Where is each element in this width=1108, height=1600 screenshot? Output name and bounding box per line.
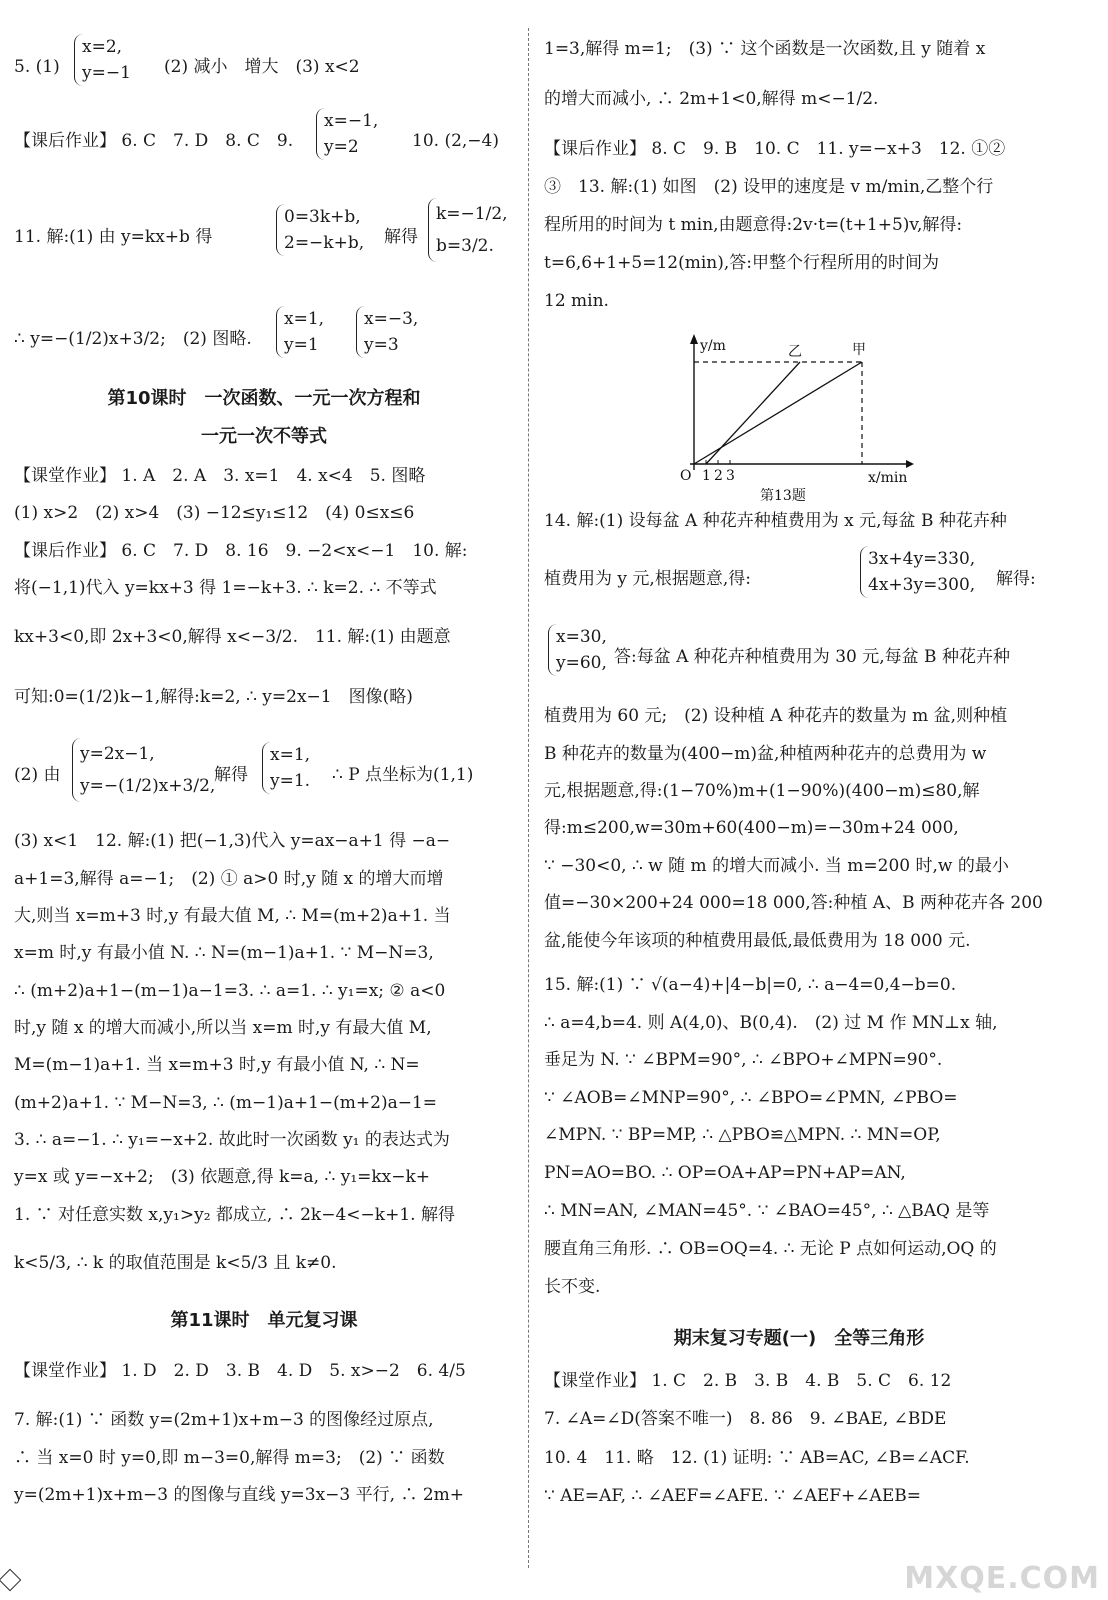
answer-line: ∴ 当 x=0 时 y=0,即 m−3=0,解得 m=3; (2) ∵ 函数 bbox=[14, 1448, 445, 1468]
answer-line: kx+3<0,即 2x+3<0,解得 x<−3/2. 11. 解:(1) 由题意 bbox=[14, 627, 451, 647]
answer-line: ∠MPN. ∵ BP=MP, ∴ △PBO≌△MPN. ∴ MN=OP, bbox=[544, 1125, 941, 1145]
answer-line: 解得 bbox=[214, 765, 248, 785]
answer-line: 【课后作业】 8. C 9. B 10. C 11. y=−x+3 12. ①② bbox=[544, 139, 1006, 159]
answer-line: 【课堂作业】 1. D 2. D 3. B 4. D 5. x>−2 6. 4/5 bbox=[14, 1361, 466, 1381]
watermark: MXQE.COM bbox=[904, 1561, 1100, 1596]
answer-line: 10. (2,−4) bbox=[412, 131, 499, 151]
section-heading: 一元一次不等式 bbox=[201, 426, 327, 447]
equation-row: 2=−k+b, bbox=[284, 233, 365, 253]
answer-line: B 种花卉的数量为(400−m)盆,种植两种花卉的总费用为 w bbox=[544, 744, 987, 764]
answer-line: (m+2)a+1. ∵ M−N=3, ∴ (m−1)a+1−(m+2)a−1= bbox=[14, 1093, 438, 1113]
figure-caption: 第13题 bbox=[760, 488, 806, 504]
answer-line: 【课堂作业】 1. C 2. B 3. B 4. B 5. C 6. 12 bbox=[544, 1371, 952, 1391]
x-axis-arrow-icon bbox=[906, 460, 914, 468]
answer-line: ∵ −30<0, ∴ w 随 m 的增大而减小. 当 m=200 时,w 的最小 bbox=[544, 856, 1009, 876]
answer-line: 12 min. bbox=[544, 291, 609, 311]
equation-row: x=1, bbox=[284, 309, 325, 329]
tick-label: 2 bbox=[714, 468, 723, 484]
answer-line: 值=−30×200+24 000=18 000,答:种植 A、B 两种花卉各 200 bbox=[544, 893, 1043, 913]
answer-line: 3. ∴ a=−1. ∴ y₁=−x+2. 故此时一次函数 y₁ 的表达式为 bbox=[14, 1130, 450, 1150]
equation-system bbox=[262, 742, 310, 794]
answer-line: (1) x>2 (2) x>4 (3) −12≤y₁≤12 (4) 0≤x≤6 bbox=[14, 503, 415, 523]
answer-line: t=6,6+1+5=12(min),答:甲整个行程所用的时间为 bbox=[544, 253, 940, 273]
y-axis-arrow-icon bbox=[690, 334, 698, 344]
answer-line: 【课后作业】 6. C 7. D 8. C 9. bbox=[14, 131, 294, 151]
equation-row: 3x+4y=330, bbox=[868, 549, 976, 569]
equation-system bbox=[276, 204, 364, 256]
tick-label: 3 bbox=[726, 468, 735, 484]
equation-row: x=−3, bbox=[364, 309, 419, 329]
answer-line: a+1=3,解得 a=−1; (2) ① a>0 时,y 随 x 的增大而增 bbox=[14, 869, 444, 889]
answer-line: 解得 bbox=[384, 227, 418, 247]
equation-row: y=60, bbox=[556, 653, 607, 673]
equation-row: 4x+3y=300, bbox=[868, 575, 976, 595]
line-label-jia: 甲 bbox=[852, 342, 866, 358]
equation-system bbox=[428, 198, 508, 262]
answer-line: 1. ∵ 对任意实数 x,y₁>y₂ 都成立, ∴ 2k−4<−k+1. 解得 bbox=[14, 1205, 455, 1225]
equation-system bbox=[356, 306, 418, 358]
answer-line: PN=AO=BO. ∴ OP=OA+AP=PN+AP=AN, bbox=[544, 1163, 906, 1183]
answer-line: (2) 由 bbox=[14, 765, 61, 785]
equation-row: k=−1/2, bbox=[436, 204, 508, 224]
answer-line: 盆,能使今年该项的种植费用最低,最低费用为 18 000 元. bbox=[544, 931, 971, 951]
origin-label: O bbox=[680, 468, 692, 484]
answer-line: 将(−1,1)代入 y=kx+3 得 1=−k+3. ∴ k=2. ∴ 不等式 bbox=[14, 578, 437, 598]
equation-system bbox=[548, 624, 607, 676]
answer-line: x=m 时,y 有最小值 N. ∴ N=(m−1)a+1. ∵ M−N=3, bbox=[14, 943, 434, 963]
answer-line: 【课后作业】 6. C 7. D 8. 16 9. −2<x<−1 10. 解: bbox=[14, 541, 468, 561]
answer-line: (2) 减小 增大 (3) x<2 bbox=[164, 57, 360, 77]
answer-line: ③ 13. 解:(1) 如图 (2) 设甲的速度是 v m/min,乙整个行 bbox=[544, 177, 994, 197]
answer-line: 7. ∠A=∠D(答案不唯一) 8. 86 9. ∠BAE, ∠BDE bbox=[544, 1409, 947, 1429]
equation-system bbox=[74, 34, 131, 86]
answer-line: 的增大而减小, ∴ 2m+1<0,解得 m<−1/2. bbox=[544, 89, 879, 109]
line-yi bbox=[706, 362, 800, 464]
y-axis-label: y/m bbox=[700, 338, 726, 354]
equation-row: y=1 bbox=[284, 335, 319, 355]
answer-line: y=(2m+1)x+m−3 的图像与直线 y=3x−3 平行, ∴ 2m+ bbox=[14, 1485, 465, 1505]
answer-line: M=(m−1)a+1. 当 x=m+3 时,y 有最小值 N, ∴ N= bbox=[14, 1055, 420, 1075]
answer-line: 答:每盆 A 种花卉种植费用为 30 元,每盆 B 种花卉种 bbox=[614, 647, 1010, 667]
equation-row: x=2, bbox=[82, 37, 123, 57]
line-jia bbox=[694, 362, 862, 464]
answer-line: 植费用为 60 元; (2) 设种植 A 种花卉的数量为 m 盆,则种植 bbox=[544, 706, 1008, 726]
answer-line: ∵ ∠AOB=∠MNP=90°, ∴ ∠BPO=∠PMN, ∠PBO= bbox=[544, 1088, 958, 1108]
equation-row: 0=3k+b, bbox=[284, 207, 361, 227]
answer-line: 15. 解:(1) ∵ √(a−4)+|4−b|=0, ∴ a−4=0,4−b=0. bbox=[544, 975, 957, 995]
equation-row: y=−1 bbox=[82, 63, 131, 83]
answer-line: 腰直角三角形. ∴ OB=OQ=4. ∴ 无论 P 点如何运动,OQ 的 bbox=[544, 1239, 997, 1259]
answer-line: 时,y 随 x 的增大而减小,所以当 x=m 时,y 有最大值 M, bbox=[14, 1018, 432, 1038]
equation-system bbox=[276, 306, 324, 358]
section-heading: 第10课时 一次函数、一元一次方程和 bbox=[107, 388, 421, 409]
answer-line: 元,根据题意,得:(1−70%)m+(1−90%)(400−m)≤80,解 bbox=[544, 781, 980, 801]
answer-line: 得:m≤200,w=30m+60(400−m)=−30m+24 000, bbox=[544, 818, 959, 838]
equation-row: x=1, bbox=[270, 745, 311, 765]
equation-row: b=3/2. bbox=[436, 236, 494, 256]
answer-line: 10. 4 11. 略 12. (1) 证明: ∵ AB=AC, ∠B=∠ACF. bbox=[544, 1448, 970, 1468]
equation-row: y=2 bbox=[324, 137, 359, 157]
section-heading: 第11课时 单元复习课 bbox=[170, 1310, 358, 1331]
answer-line: ∴ MN=AN, ∠MAN=45°. ∵ ∠BAO=45°, ∴ △BAQ 是等 bbox=[544, 1201, 990, 1221]
answer-line: k<5/3, ∴ k 的取值范围是 k<5/3 且 k≠0. bbox=[14, 1253, 337, 1273]
page-corner-mark bbox=[0, 1569, 21, 1592]
equation-row: y=3 bbox=[364, 335, 399, 355]
answer-line: 大,则当 x=m+3 时,y 有最大值 M, ∴ M=(m+2)a+1. 当 bbox=[14, 906, 451, 926]
section-heading: 期末复习专题(一) 全等三角形 bbox=[673, 1328, 925, 1349]
answer-line: ∴ P 点坐标为(1,1) bbox=[332, 765, 474, 785]
x-axis-label: x/min bbox=[868, 470, 908, 486]
answer-line: (3) x<1 12. 解:(1) 把(−1,3)代入 y=ax−a+1 得 −a− bbox=[14, 831, 451, 851]
answer-line: 14. 解:(1) 设每盆 A 种花卉种植费用为 x 元,每盆 B 种花卉种 bbox=[544, 511, 1007, 531]
equation-system bbox=[72, 738, 215, 802]
problem-13-graph bbox=[668, 330, 928, 506]
answer-line: ∴ y=−(1/2)x+3/2; (2) 图略. bbox=[14, 329, 252, 349]
answer-line: ∵ AE=AF, ∴ ∠AEF=∠AFE. ∵ ∠AEF+∠AEB= bbox=[544, 1486, 921, 1506]
answer-line: 7. 解:(1) ∵ 函数 y=(2m+1)x+m−3 的图像经过原点, bbox=[14, 1410, 434, 1430]
answer-line: 可知:0=(1/2)k−1,解得:k=2, ∴ y=2x−1 图像(略) bbox=[14, 687, 413, 707]
answer-line: 5. (1) bbox=[14, 57, 60, 77]
answer-line: ∴ a=4,b=4. 则 A(4,0)、B(0,4). (2) 过 M 作 MN⊥x 轴, bbox=[544, 1013, 998, 1033]
equation-row: x=30, bbox=[556, 627, 607, 647]
tick-label: 1 bbox=[702, 468, 711, 484]
answer-line: 植费用为 y 元,根据题意,得: bbox=[544, 569, 751, 589]
equation-row: y=−(1/2)x+3/2, bbox=[80, 776, 216, 796]
answer-line: 程所用的时间为 t min,由题意得:2v·t=(t+1+5)v,解得: bbox=[544, 215, 963, 235]
answer-line: 【课堂作业】 1. A 2. A 3. x=1 4. x<4 5. 图略 bbox=[14, 466, 426, 486]
equation-row: y=1. bbox=[270, 771, 311, 791]
answer-line: ∴ (m+2)a+1−(m−1)a−1=3. ∴ a=1. ∴ y₁=x; ② a<0 bbox=[14, 981, 446, 1001]
answer-line: 11. 解:(1) 由 y=kx+b 得 bbox=[14, 227, 213, 247]
answer-line: 垂足为 N. ∵ ∠BPM=90°, ∴ ∠BPO+∠MPN=90°. bbox=[544, 1050, 943, 1070]
equation-row: x=−1, bbox=[324, 111, 379, 131]
equation-system bbox=[860, 546, 975, 598]
answer-line: y=x 或 y=−x+2; (3) 依题意,得 k=a, ∴ y₁=kx−k+ bbox=[14, 1167, 431, 1187]
answer-line: 长不变. bbox=[544, 1277, 601, 1297]
column-divider bbox=[528, 28, 529, 1568]
answer-line: 1=3,解得 m=1; (3) ∵ 这个函数是一次函数,且 y 随着 x bbox=[544, 39, 986, 59]
equation-row: y=2x−1, bbox=[80, 744, 155, 764]
line-label-yi: 乙 bbox=[788, 344, 802, 360]
equation-system bbox=[316, 108, 378, 160]
answer-line: 解得: bbox=[996, 569, 1036, 589]
